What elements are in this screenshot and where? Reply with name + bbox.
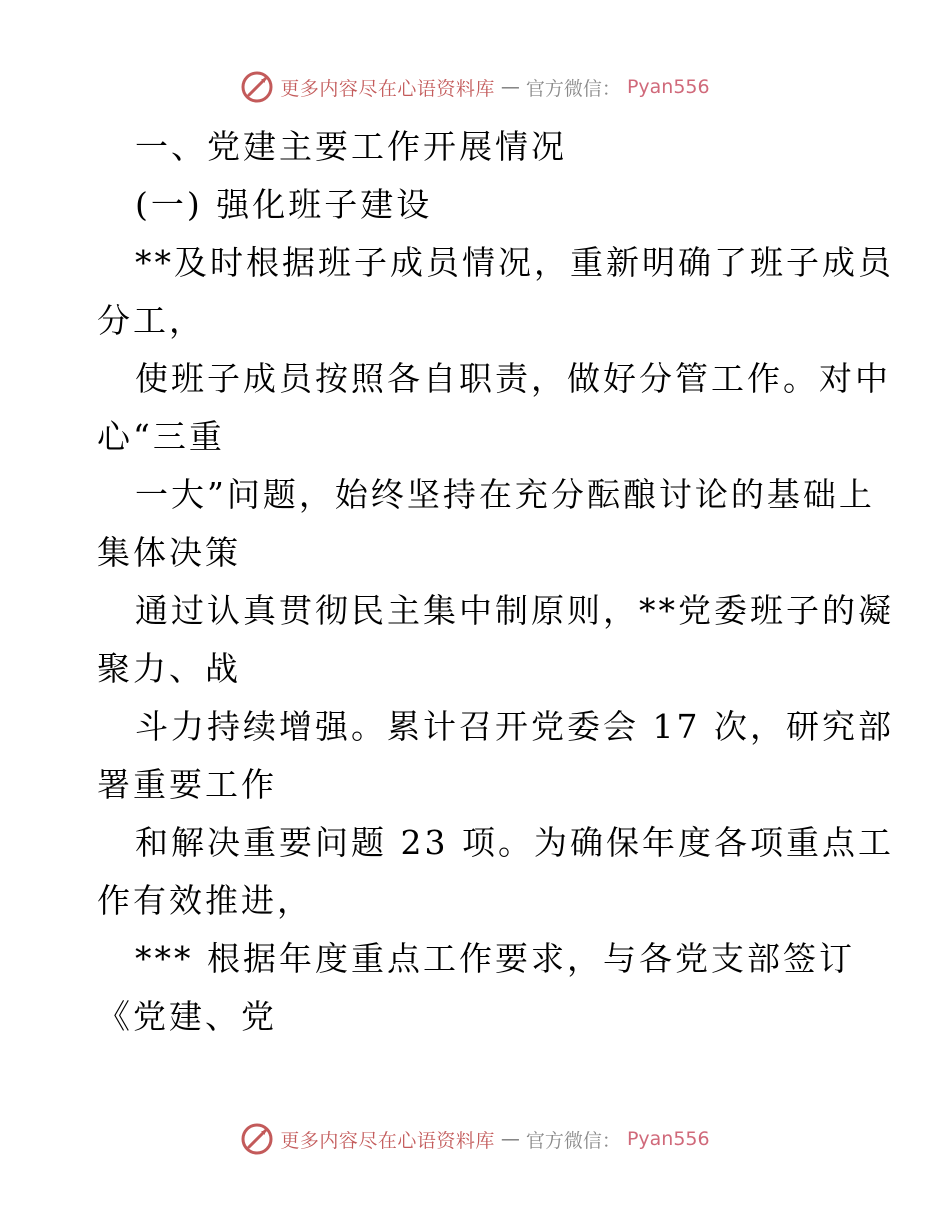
body-line: 分工， (97, 301, 205, 340)
watermark-official-label: 官方微信： (525, 1129, 621, 1152)
body-line: **及时根据班子成员情况，重新明确了班子成员 (135, 243, 894, 282)
body-line: 心“三重 (97, 417, 225, 456)
body-line: 斗力持续增强。累计召开党委会 17 次，研究部 (135, 707, 894, 746)
body-line: 集体决策 (97, 533, 241, 572)
watermark-official-label: 官方微信： (525, 77, 621, 100)
quill-logo-icon (240, 70, 274, 104)
body-line: 通过认真贯彻民主集中制原则，**党委班子的凝 (135, 591, 894, 630)
body-line: 聚力、战 (97, 649, 241, 688)
watermark-dash: — (500, 76, 520, 98)
footer-watermark (0, 1122, 950, 1156)
body-line: 一大”问题，始终坚持在充分酝酿讨论的基础上 (135, 475, 875, 514)
body-line: *** 根据年度重点工作要求，与各党支部签订 (135, 939, 855, 978)
quill-logo-icon (240, 1122, 274, 1156)
header-watermark (0, 70, 950, 104)
section-heading: 一、党建主要工作开展情况 (135, 127, 567, 166)
watermark-text: 更多内容尽在心语资料库 (280, 77, 495, 100)
watermark-text: 更多内容尽在心语资料库 (280, 1129, 495, 1152)
body-line: 署重要工作 (97, 765, 277, 804)
watermark-handle: Pyan556 (626, 76, 710, 98)
body-line: 作有效推进， (97, 881, 313, 920)
watermark-dash: — (500, 1128, 520, 1150)
body-line: 《党建、党 (97, 997, 277, 1036)
body-line: 使班子成员按照各自职责，做好分管工作。对中 (135, 359, 891, 398)
document-body (97, 118, 894, 1046)
watermark-handle: Pyan556 (626, 1128, 710, 1150)
body-line: 和解决重要问题 23 项。为确保年度各项重点工 (135, 823, 894, 862)
subsection-heading: (一) 强化班子建设 (135, 185, 433, 224)
